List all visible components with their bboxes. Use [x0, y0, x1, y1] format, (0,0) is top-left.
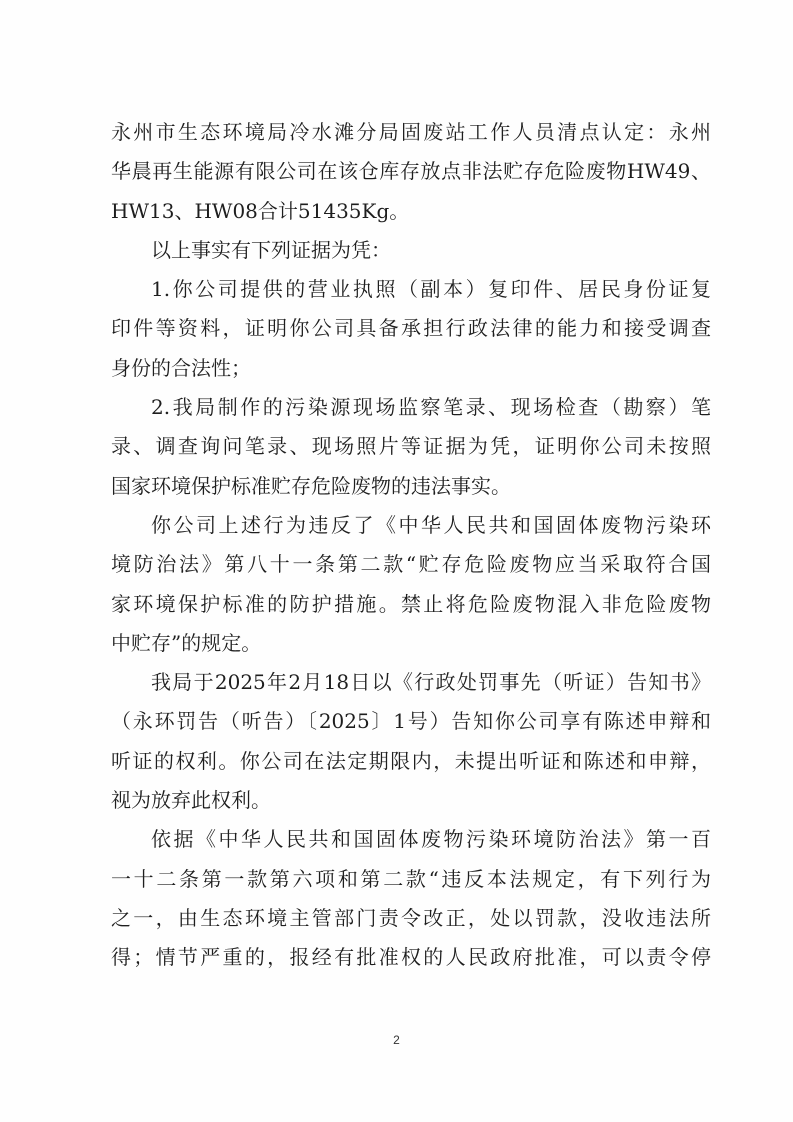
text-line: 你公司上述行为违反了《中华人民共和国固体废物污染环 — [151, 512, 711, 537]
text-line: 得；情节严重的，报经有批准权的人民政府批准，可以责令停 — [111, 945, 711, 970]
text-line: 视为放弃此权利。 — [111, 788, 271, 813]
text-line: 中贮存”的规定。 — [111, 630, 262, 655]
text-line: 依据《中华人民共和国固体废物污染环境防治法》第一百 — [151, 827, 711, 852]
text-line: 国家环境保护标准贮存危险废物的违法事实。 — [111, 473, 511, 498]
text-line: 录、调查询问笔录、现场照片等证据为凭，证明你公司未按照 — [111, 434, 711, 459]
text-line: 境防治法》第八十一条第二款“贮存危险废物应当采取符合国 — [111, 552, 711, 577]
text-line: HW13、HW08合计51435Kg。 — [111, 198, 410, 223]
page-number: 2 — [393, 1033, 400, 1047]
text-line: 印件等资料，证明你公司具备承担行政法律的能力和接受调查 — [111, 316, 711, 341]
text-line: 我局于2025年2月18日以《行政处罚事先（听证）告知书》 — [151, 670, 711, 695]
text-line: 2.我局制作的污染源现场监察笔录、现场检查（勘察）笔 — [151, 395, 711, 420]
text-line: 家环境保护标准的防护措施。禁止将危险废物混入非危险废物 — [111, 591, 711, 616]
text-line: （永环罚告（听告）〔2025〕1号）告知你公司享有陈述申辩和 — [111, 709, 711, 734]
text-line: 一十二条第一款第六项和第二款“违反本法规定，有下列行为 — [111, 866, 711, 891]
text-line: 之一，由生态环境主管部门责令改正，处以罚款，没收违法所 — [111, 905, 711, 930]
text-line: 以上事实有下列证据为凭： — [151, 237, 391, 262]
body-text — [111, 113, 711, 978]
text-line: 身份的合法性； — [111, 355, 251, 380]
text-line: 听证的权利。你公司在法定期限内，未提出听证和陈述和申辩， — [111, 748, 711, 773]
text-line: 永州市生态环境局冷水滩分局固废站工作人员清点认定：永州 — [111, 120, 711, 144]
text-line: 1.你公司提供的营业执照（副本）复印件、居民身份证复 — [151, 277, 711, 302]
text-line: 华晨再生能源有限公司在该仓库存放点非法贮存危险废物HW49、 — [111, 159, 711, 184]
